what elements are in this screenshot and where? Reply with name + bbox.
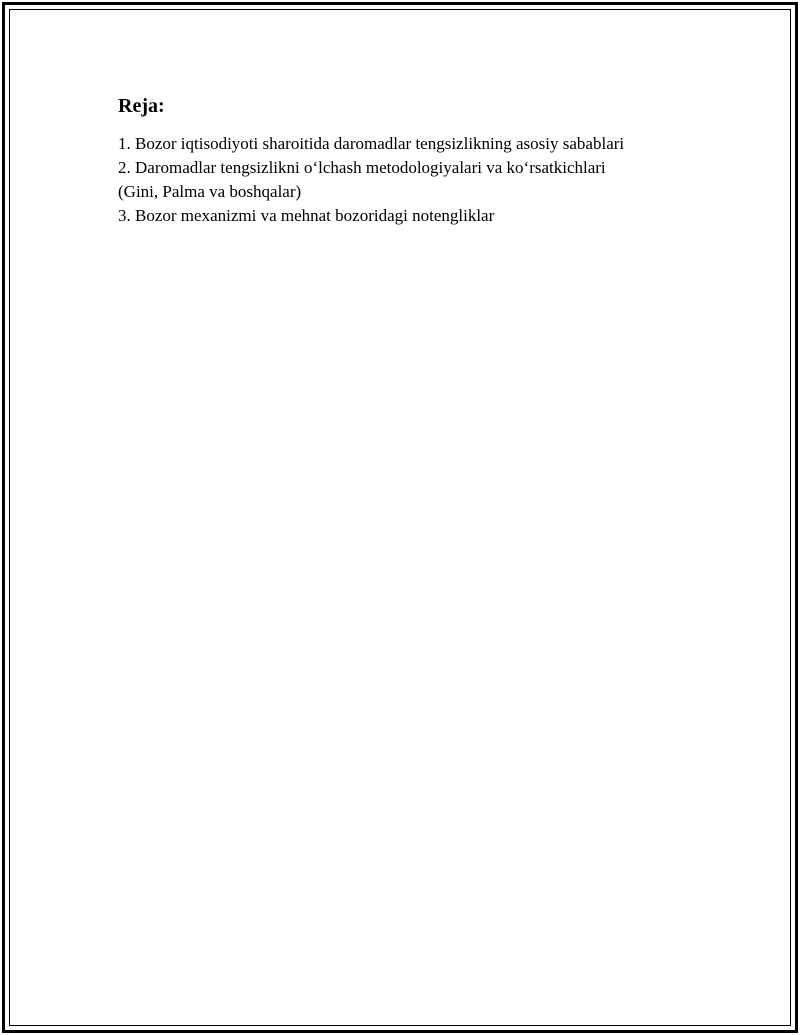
plan-item-2 <box>118 156 718 204</box>
plan-list <box>118 132 718 228</box>
plan-item-2-line-1: 2. Daromadlar tengsizlikni o‘lchash metodologiyalari va ko‘rsatkichlari <box>118 158 606 177</box>
plan-item-2-line-2: (Gini, Palma va boshqalar) <box>118 182 302 201</box>
page-heading: Reja: <box>118 95 165 117</box>
plan-item-3-line-1: 3. Bozor mexanizmi va mehnat bozoridagi notengliklar <box>118 206 495 225</box>
page-content <box>118 94 718 228</box>
plan-item-1 <box>118 132 718 156</box>
plan-item-3 <box>118 204 718 228</box>
plan-item-1-line-1: 1. Bozor iqtisodiyoti sharoitida daromadlar tengsizlikning asosiy sabablari <box>118 134 625 153</box>
